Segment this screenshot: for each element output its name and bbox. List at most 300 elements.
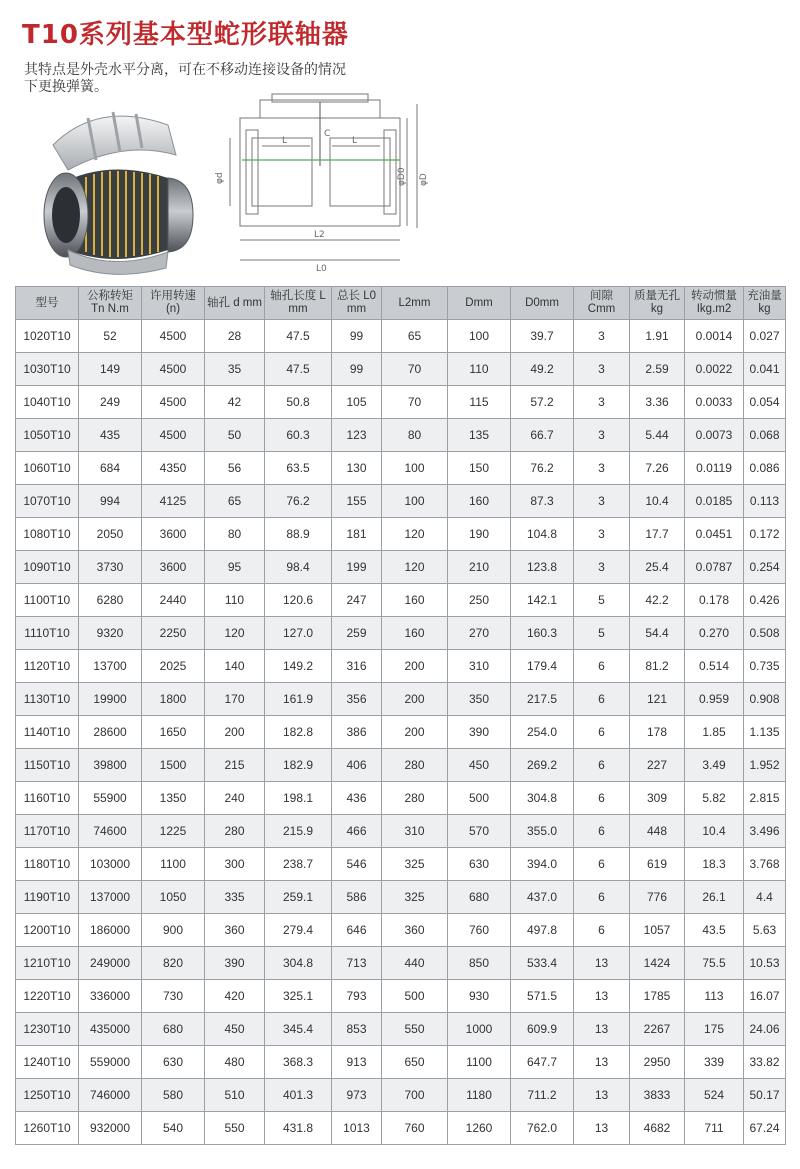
table-cell: 43.5	[685, 914, 744, 947]
table-cell: 88.9	[265, 518, 332, 551]
label-d0: φD0	[397, 167, 407, 186]
table-cell: 356	[332, 683, 382, 716]
table-cell: 0.514	[685, 650, 744, 683]
table-cell: 76.2	[511, 452, 574, 485]
table-cell: 450	[205, 1013, 265, 1046]
table-cell: 13	[574, 947, 630, 980]
table-cell: 1.135	[744, 716, 786, 749]
table-cell: 1250T10	[16, 1079, 79, 1112]
column-header: 型号	[16, 287, 79, 320]
table-cell: 135	[448, 419, 511, 452]
table-cell: 973	[332, 1079, 382, 1112]
table-cell: 0.086	[744, 452, 786, 485]
table-cell: 4350	[142, 452, 205, 485]
table-cell: 54.4	[630, 617, 685, 650]
table-cell: 120.6	[265, 584, 332, 617]
table-cell: 647.7	[511, 1046, 574, 1079]
column-header: 质量无孔 kg	[630, 287, 685, 320]
table-cell: 746000	[79, 1079, 142, 1112]
table-cell: 1180	[448, 1079, 511, 1112]
table-cell: 49.2	[511, 353, 574, 386]
table-cell: 28600	[79, 716, 142, 749]
table-cell: 1000	[448, 1013, 511, 1046]
table-cell: 6	[574, 815, 630, 848]
table-row	[16, 386, 786, 419]
table-cell: 50.8	[265, 386, 332, 419]
table-cell: 6	[574, 683, 630, 716]
table-cell: 448	[630, 815, 685, 848]
table-cell: 4500	[142, 386, 205, 419]
table-cell: 497.8	[511, 914, 574, 947]
coupling-photo	[28, 100, 198, 280]
spec-table	[15, 286, 786, 1145]
table-cell: 3	[574, 386, 630, 419]
table-cell: 394.0	[511, 848, 574, 881]
table-cell: 6	[574, 848, 630, 881]
table-cell: 161.9	[265, 683, 332, 716]
table-cell: 309	[630, 782, 685, 815]
table-cell: 700	[382, 1079, 448, 1112]
table-row	[16, 716, 786, 749]
table-cell: 160.3	[511, 617, 574, 650]
table-cell: 0.113	[744, 485, 786, 518]
table-cell: 1100	[448, 1046, 511, 1079]
table-cell: 142.1	[511, 584, 574, 617]
table-cell: 713	[332, 947, 382, 980]
table-cell: 1190T10	[16, 881, 79, 914]
table-cell: 13	[574, 1079, 630, 1112]
table-row	[16, 485, 786, 518]
table-cell: 853	[332, 1013, 382, 1046]
table-cell: 1080T10	[16, 518, 79, 551]
table-cell: 711.2	[511, 1079, 574, 1112]
table-cell: 52	[79, 320, 142, 353]
table-cell: 47.5	[265, 320, 332, 353]
table-cell: 76.2	[265, 485, 332, 518]
table-cell: 1110T10	[16, 617, 79, 650]
table-cell: 259	[332, 617, 382, 650]
table-cell: 75.5	[685, 947, 744, 980]
table-cell: 0.041	[744, 353, 786, 386]
table-cell: 1500	[142, 749, 205, 782]
table-cell: 546	[332, 848, 382, 881]
table-cell: 762.0	[511, 1112, 574, 1145]
table-cell: 437.0	[511, 881, 574, 914]
table-cell: 570	[448, 815, 511, 848]
table-cell: 60.3	[265, 419, 332, 452]
table-cell: 99	[332, 320, 382, 353]
table-cell: 70	[382, 353, 448, 386]
table-cell: 217.5	[511, 683, 574, 716]
table-cell: 524	[685, 1079, 744, 1112]
table-cell: 120	[382, 518, 448, 551]
table-cell: 435	[79, 419, 142, 452]
table-cell: 0.908	[744, 683, 786, 716]
label-c: C	[324, 129, 331, 139]
table-cell: 39800	[79, 749, 142, 782]
table-cell: 10.53	[744, 947, 786, 980]
table-cell: 182.9	[265, 749, 332, 782]
table-cell: 4500	[142, 353, 205, 386]
table-cell: 1170T10	[16, 815, 79, 848]
table-cell: 1040T10	[16, 386, 79, 419]
table-cell: 50.17	[744, 1079, 786, 1112]
table-cell: 5.44	[630, 419, 685, 452]
table-cell: 760	[382, 1112, 448, 1145]
table-cell: 2050	[79, 518, 142, 551]
table-cell: 1070T10	[16, 485, 79, 518]
table-cell: 1200T10	[16, 914, 79, 947]
table-cell: 401.3	[265, 1079, 332, 1112]
table-cell: 0.270	[685, 617, 744, 650]
table-cell: 247	[332, 584, 382, 617]
table-cell: 130	[332, 452, 382, 485]
table-row	[16, 1079, 786, 1112]
column-header: 总长 L0 mm	[332, 287, 382, 320]
table-cell: 900	[142, 914, 205, 947]
table-row	[16, 881, 786, 914]
table-cell: 1785	[630, 980, 685, 1013]
table-cell: 280	[382, 749, 448, 782]
table-cell: 310	[448, 650, 511, 683]
table-cell: 99	[332, 353, 382, 386]
table-cell: 1100T10	[16, 584, 79, 617]
table-cell: 440	[382, 947, 448, 980]
table-cell: 1050	[142, 881, 205, 914]
table-cell: 5.63	[744, 914, 786, 947]
table-cell: 1140T10	[16, 716, 79, 749]
column-header: L2mm	[382, 287, 448, 320]
table-cell: 1.85	[685, 716, 744, 749]
table-cell: 1130T10	[16, 683, 79, 716]
table-cell: 913	[332, 1046, 382, 1079]
table-cell: 711	[685, 1112, 744, 1145]
table-cell: 3.36	[630, 386, 685, 419]
label-d: φD	[419, 173, 429, 186]
table-cell: 113	[685, 980, 744, 1013]
table-cell: 280	[382, 782, 448, 815]
table-cell: 149.2	[265, 650, 332, 683]
column-header: 许用转速 (n)	[142, 287, 205, 320]
table-cell: 304.8	[511, 782, 574, 815]
table-cell: 0.027	[744, 320, 786, 353]
table-cell: 619	[630, 848, 685, 881]
table-cell: 155	[332, 485, 382, 518]
table-cell: 42.2	[630, 584, 685, 617]
table-cell: 10.4	[685, 815, 744, 848]
table-cell: 435000	[79, 1013, 142, 1046]
table-cell: 65	[205, 485, 265, 518]
table-cell: 178	[630, 716, 685, 749]
table-cell: 1160T10	[16, 782, 79, 815]
table-cell: 350	[448, 683, 511, 716]
table-cell: 480	[205, 1046, 265, 1079]
table-cell: 2440	[142, 584, 205, 617]
table-cell: 1013	[332, 1112, 382, 1145]
table-cell: 250	[448, 584, 511, 617]
table-cell: 80	[205, 518, 265, 551]
table-row	[16, 617, 786, 650]
table-cell: 57.2	[511, 386, 574, 419]
table-cell: 466	[332, 815, 382, 848]
table-cell: 559000	[79, 1046, 142, 1079]
column-header: 轴孔长度 L mm	[265, 287, 332, 320]
table-cell: 123	[332, 419, 382, 452]
column-header: 间隙 Cmm	[574, 287, 630, 320]
table-cell: 1020T10	[16, 320, 79, 353]
table-cell: 1057	[630, 914, 685, 947]
table-cell: 3833	[630, 1079, 685, 1112]
table-cell: 80	[382, 419, 448, 452]
table-cell: 254.0	[511, 716, 574, 749]
table-cell: 360	[205, 914, 265, 947]
table-cell: 0.054	[744, 386, 786, 419]
table-cell: 200	[382, 683, 448, 716]
table-cell: 170	[205, 683, 265, 716]
table-cell: 1100	[142, 848, 205, 881]
table-cell: 2.59	[630, 353, 685, 386]
table-cell: 150	[448, 452, 511, 485]
table-cell: 100	[382, 452, 448, 485]
table-cell: 0.959	[685, 683, 744, 716]
table-cell: 104.8	[511, 518, 574, 551]
table-row	[16, 650, 786, 683]
table-cell: 55900	[79, 782, 142, 815]
table-cell: 325	[382, 881, 448, 914]
table-cell: 199	[332, 551, 382, 584]
table-cell: 115	[448, 386, 511, 419]
table-cell: 0.068	[744, 419, 786, 452]
table-cell: 609.9	[511, 1013, 574, 1046]
table-cell: 74600	[79, 815, 142, 848]
table-cell: 325	[382, 848, 448, 881]
table-cell: 1260	[448, 1112, 511, 1145]
table-row	[16, 749, 786, 782]
table-cell: 190	[448, 518, 511, 551]
page-title: T10系列基本型蛇形联轴器	[22, 20, 349, 50]
table-cell: 198.1	[265, 782, 332, 815]
table-cell: 1230T10	[16, 1013, 79, 1046]
table-cell: 9320	[79, 617, 142, 650]
table-cell: 1350	[142, 782, 205, 815]
dimension-drawing	[212, 88, 442, 273]
table-cell: 1150T10	[16, 749, 79, 782]
table-cell: 47.5	[265, 353, 332, 386]
table-cell: 13	[574, 1112, 630, 1145]
table-cell: 0.0073	[685, 419, 744, 452]
table-cell: 630	[448, 848, 511, 881]
table-row	[16, 353, 786, 386]
table-cell: 3600	[142, 551, 205, 584]
table-cell: 571.5	[511, 980, 574, 1013]
table-cell: 355.0	[511, 815, 574, 848]
table-cell: 227	[630, 749, 685, 782]
table-cell: 500	[382, 980, 448, 1013]
table-cell: 0.172	[744, 518, 786, 551]
table-cell: 580	[142, 1079, 205, 1112]
table-row	[16, 980, 786, 1013]
label-l-left: L	[282, 136, 288, 146]
table-row	[16, 947, 786, 980]
table-cell: 0.0033	[685, 386, 744, 419]
table-cell: 1.91	[630, 320, 685, 353]
table-cell: 6	[574, 782, 630, 815]
table-cell: 1120T10	[16, 650, 79, 683]
table-row	[16, 815, 786, 848]
table-cell: 280	[205, 815, 265, 848]
table-cell: 3	[574, 518, 630, 551]
table-cell: 140	[205, 650, 265, 683]
table-cell: 149	[79, 353, 142, 386]
table-cell: 1225	[142, 815, 205, 848]
table-cell: 2025	[142, 650, 205, 683]
table-row	[16, 452, 786, 485]
table-cell: 259.1	[265, 881, 332, 914]
table-row	[16, 518, 786, 551]
table-cell: 304.8	[265, 947, 332, 980]
column-header: Dmm	[448, 287, 511, 320]
table-cell: 7.26	[630, 452, 685, 485]
table-row	[16, 1013, 786, 1046]
table-cell: 6	[574, 914, 630, 947]
table-cell: 325.1	[265, 980, 332, 1013]
table-cell: 345.4	[265, 1013, 332, 1046]
column-header: D0mm	[511, 287, 574, 320]
table-cell: 240	[205, 782, 265, 815]
table-cell: 5	[574, 584, 630, 617]
table-cell: 120	[382, 551, 448, 584]
table-cell: 103000	[79, 848, 142, 881]
table-cell: 406	[332, 749, 382, 782]
table-cell: 533.4	[511, 947, 574, 980]
table-cell: 550	[205, 1112, 265, 1145]
table-cell: 930	[448, 980, 511, 1013]
column-header: 转动惯量 Ikg.m2	[685, 287, 744, 320]
table-cell: 0.0119	[685, 452, 744, 485]
label-bore: φd	[215, 172, 225, 184]
table-cell: 270	[448, 617, 511, 650]
table-cell: 110	[448, 353, 511, 386]
table-cell: 50	[205, 419, 265, 452]
table-cell: 2250	[142, 617, 205, 650]
table-cell: 2950	[630, 1046, 685, 1079]
table-cell: 390	[448, 716, 511, 749]
table-cell: 249	[79, 386, 142, 419]
table-cell: 123.8	[511, 551, 574, 584]
table-cell: 630	[142, 1046, 205, 1079]
table-cell: 179.4	[511, 650, 574, 683]
table-row	[16, 1112, 786, 1145]
table-cell: 2.815	[744, 782, 786, 815]
table-row	[16, 683, 786, 716]
table-cell: 1060T10	[16, 452, 79, 485]
table-cell: 450	[448, 749, 511, 782]
product-description: 其特点是外壳水平分离，可在不移动连接设备的情况下更换弹簧。	[24, 62, 346, 95]
table-cell: 56	[205, 452, 265, 485]
table-cell: 17.7	[630, 518, 685, 551]
table-cell: 0.508	[744, 617, 786, 650]
table-cell: 160	[382, 617, 448, 650]
table-cell: 500	[448, 782, 511, 815]
column-header: 公称转矩 Tn N.m	[79, 287, 142, 320]
table-cell: 368.3	[265, 1046, 332, 1079]
table-cell: 33.82	[744, 1046, 786, 1079]
table-cell: 932000	[79, 1112, 142, 1145]
table-cell: 310	[382, 815, 448, 848]
table-cell: 13700	[79, 650, 142, 683]
table-cell: 5.82	[685, 782, 744, 815]
table-cell: 238.7	[265, 848, 332, 881]
table-cell: 0.254	[744, 551, 786, 584]
table-cell: 1240T10	[16, 1046, 79, 1079]
table-cell: 339	[685, 1046, 744, 1079]
table-cell: 420	[205, 980, 265, 1013]
table-cell: 3730	[79, 551, 142, 584]
table-cell: 160	[448, 485, 511, 518]
table-cell: 3	[574, 551, 630, 584]
table-cell: 0.426	[744, 584, 786, 617]
table-cell: 279.4	[265, 914, 332, 947]
table-cell: 24.06	[744, 1013, 786, 1046]
table-cell: 0.0787	[685, 551, 744, 584]
table-cell: 3	[574, 320, 630, 353]
table-cell: 431.8	[265, 1112, 332, 1145]
table-cell: 680	[142, 1013, 205, 1046]
table-cell: 684	[79, 452, 142, 485]
table-cell: 4.4	[744, 881, 786, 914]
table-cell: 1050T10	[16, 419, 79, 452]
table-cell: 175	[685, 1013, 744, 1046]
table-cell: 110	[205, 584, 265, 617]
table-cell: 67.24	[744, 1112, 786, 1145]
table-cell: 87.3	[511, 485, 574, 518]
table-cell: 3600	[142, 518, 205, 551]
table-cell: 3	[574, 452, 630, 485]
table-cell: 646	[332, 914, 382, 947]
table-cell: 182.8	[265, 716, 332, 749]
table-cell: 680	[448, 881, 511, 914]
table-header-row	[16, 287, 786, 320]
table-cell: 1220T10	[16, 980, 79, 1013]
table-cell: 127.0	[265, 617, 332, 650]
table-cell: 269.2	[511, 749, 574, 782]
table-cell: 13	[574, 1046, 630, 1079]
table-row	[16, 848, 786, 881]
column-header: 充油量 kg	[744, 287, 786, 320]
table-cell: 35	[205, 353, 265, 386]
table-cell: 100	[448, 320, 511, 353]
table-cell: 650	[382, 1046, 448, 1079]
table-cell: 26.1	[685, 881, 744, 914]
table-cell: 4500	[142, 320, 205, 353]
table-cell: 336000	[79, 980, 142, 1013]
table-cell: 3.496	[744, 815, 786, 848]
table-cell: 200	[382, 650, 448, 683]
table-cell: 13	[574, 1013, 630, 1046]
table-cell: 95	[205, 551, 265, 584]
table-cell: 0.0451	[685, 518, 744, 551]
table-cell: 181	[332, 518, 382, 551]
table-cell: 550	[382, 1013, 448, 1046]
table-row	[16, 584, 786, 617]
table-cell: 210	[448, 551, 511, 584]
table-cell: 386	[332, 716, 382, 749]
table-cell: 100	[382, 485, 448, 518]
table-cell: 1030T10	[16, 353, 79, 386]
table-cell: 42	[205, 386, 265, 419]
table-cell: 1210T10	[16, 947, 79, 980]
table-cell: 850	[448, 947, 511, 980]
